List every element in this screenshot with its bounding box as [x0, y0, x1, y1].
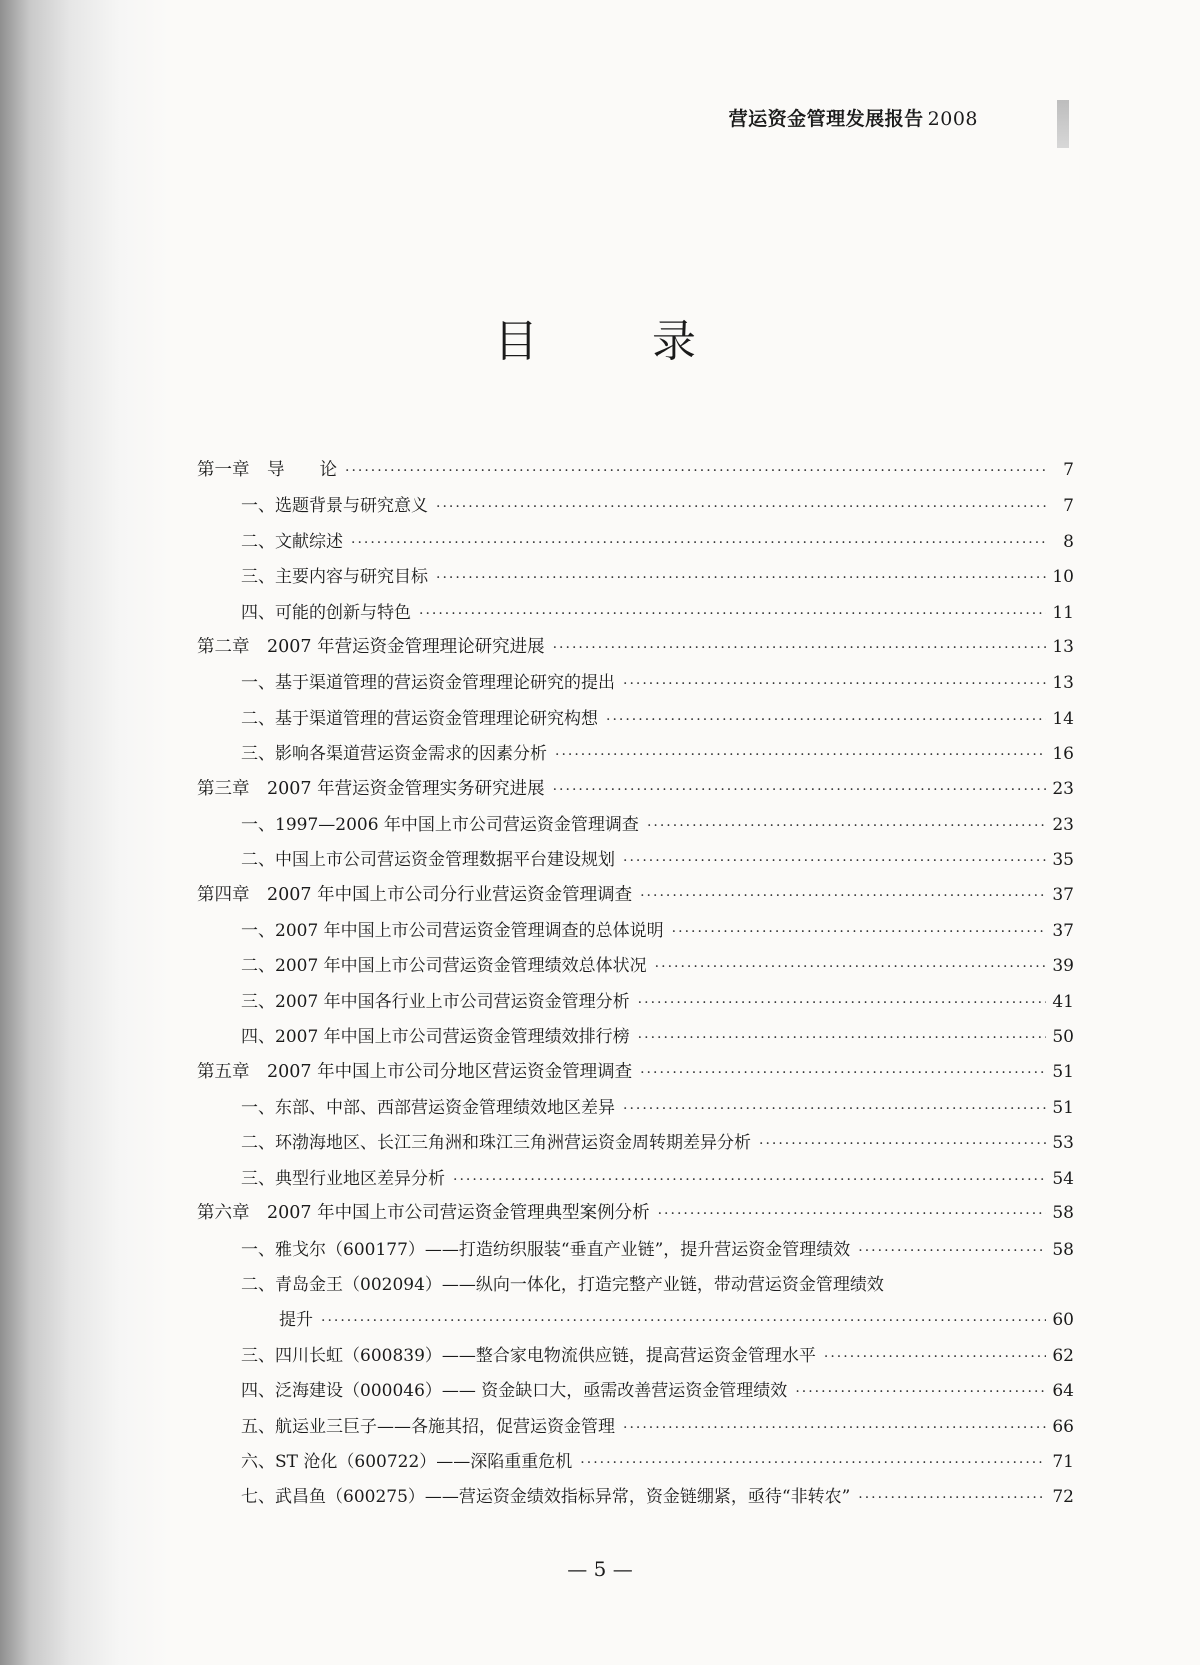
toc-entry-page: 7 [1063, 460, 1074, 480]
toc-entry-page: 60 [1052, 1310, 1074, 1331]
toc-entry-page: 35 [1052, 850, 1074, 871]
dot-leader [436, 570, 1046, 586]
toc-entry-chapter-1[interactable] [197, 456, 1074, 491]
toc-entry-title: 二、基于渠道管理的营运资金管理理论研究构想 [241, 708, 598, 729]
toc-entry-title: 三、四川长虹（600839）——整合家电物流供应链，提高营运资金管理水平 [241, 1345, 816, 1366]
toc-entry-title: 三、影响各渠道营运资金需求的因素分析 [241, 744, 547, 765]
toc-entry-page: 58 [1052, 1239, 1074, 1260]
header-edge-bar [1057, 100, 1069, 148]
toc-entry-title: 三、2007 年中国各行业上市公司营运资金管理分析 [241, 991, 630, 1012]
toc-entry-chapter-5[interactable] [197, 1058, 1074, 1093]
toc-entry-page: 37 [1052, 921, 1074, 942]
toc-entry[interactable] [197, 1093, 1074, 1128]
toc-entry-title: 第五章 2007 年中国上市公司分地区营运资金管理调查 [197, 1061, 633, 1082]
toc-entry-title: 一、东部、中部、西部营运资金管理绩效地区差异 [241, 1098, 615, 1119]
dot-leader [638, 1030, 1046, 1046]
table-of-contents [197, 456, 1074, 1518]
toc-entry-title: 二、环渤海地区、长江三角洲和珠江三角洲营运资金周转期差异分析 [241, 1133, 751, 1154]
toc-entry-title: 四、泛海建设（000046）—— 资金缺口大，亟需改善营运资金管理绩效 [241, 1381, 788, 1402]
toc-entry[interactable] [197, 1376, 1074, 1411]
toc-entry-page: 66 [1052, 1416, 1074, 1437]
toc-entry-page: 13 [1052, 673, 1074, 694]
toc-entry-chapter-6[interactable] [197, 1199, 1074, 1234]
toc-entry[interactable] [197, 1235, 1074, 1270]
toc-entry-title: 一、选题背景与研究意义 [241, 496, 428, 517]
toc-title: 目 录 [494, 316, 746, 367]
toc-entry[interactable] [197, 562, 1074, 597]
toc-entry-page: 8 [1063, 531, 1074, 552]
dot-leader [321, 1313, 1046, 1329]
toc-entry-title: 一、基于渠道管理的营运资金管理理论研究的提出 [241, 673, 615, 694]
toc-entry-continuation[interactable] [197, 1305, 1074, 1340]
toc-entry-page: 53 [1052, 1133, 1074, 1154]
toc-entry-page: 14 [1052, 708, 1074, 729]
dot-leader [623, 1101, 1046, 1117]
dot-leader [759, 1136, 1046, 1152]
toc-entry-page: 23 [1052, 778, 1074, 799]
toc-entry-title: 第二章 2007 年营运资金管理理论研究进展 [197, 636, 545, 657]
toc-entry-page: 23 [1052, 814, 1074, 835]
dot-leader [555, 747, 1046, 763]
toc-entry-page: 39 [1052, 956, 1074, 977]
toc-entry-title: 二、2007 年中国上市公司营运资金管理绩效总体状况 [241, 956, 647, 977]
running-header-title: 营运资金管理发展报告 [728, 108, 924, 130]
toc-entry-page: 11 [1052, 602, 1074, 623]
dot-leader [824, 1349, 1046, 1365]
toc-entry-title: 一、1997—2006 年中国上市公司营运资金管理调查 [241, 814, 639, 835]
toc-entry-page: 51 [1052, 1061, 1074, 1082]
toc-entry-page: 13 [1052, 636, 1074, 657]
dot-leader [858, 1490, 1046, 1506]
toc-entry-page: 72 [1052, 1487, 1074, 1508]
toc-entry-page: 58 [1052, 1203, 1074, 1224]
toc-entry-title: 三、主要内容与研究目标 [241, 567, 428, 588]
dot-leader [345, 463, 1046, 479]
toc-entry[interactable] [197, 1412, 1074, 1447]
toc-entry-page: 7 [1063, 496, 1074, 517]
toc-entry-title: 四、可能的创新与特色 [241, 602, 411, 623]
toc-entry-chapter-3[interactable] [197, 775, 1074, 810]
toc-entry[interactable] [197, 598, 1074, 633]
dot-leader [623, 1420, 1046, 1436]
dot-leader [580, 1455, 1046, 1471]
binding-shadow [0, 0, 170, 1665]
toc-entry-page: 10 [1052, 567, 1074, 588]
toc-entry-title: 一、2007 年中国上市公司营运资金管理调查的总体说明 [241, 921, 664, 942]
toc-entry-title: 六、ST 沧化（600722）——深陷重重危机 [241, 1451, 573, 1472]
dot-leader [553, 782, 1046, 798]
dot-leader [647, 818, 1046, 834]
toc-entry-title: 第三章 2007 年营运资金管理实务研究进展 [197, 778, 545, 799]
toc-entry-title: 第一章 导 论 [197, 460, 337, 480]
toc-entry[interactable] [197, 527, 1074, 562]
dot-leader [672, 924, 1046, 940]
toc-entry-chapter-4[interactable] [197, 881, 1074, 916]
toc-entry-page: 37 [1052, 884, 1074, 905]
toc-entry[interactable] [197, 668, 1074, 703]
dot-leader [858, 1243, 1046, 1259]
toc-entry-page: 16 [1052, 744, 1074, 765]
toc-entry-page: 54 [1052, 1168, 1074, 1189]
toc-entry-title: 第四章 2007 年中国上市公司分行业营运资金管理调查 [197, 884, 633, 905]
toc-entry[interactable] [197, 810, 1074, 845]
toc-entry-title: 二、文献综述 [241, 531, 343, 552]
toc-entry-title: 三、典型行业地区差异分析 [241, 1168, 445, 1189]
dot-leader [553, 640, 1046, 656]
running-header-year: 2008 [927, 108, 978, 130]
dot-leader [658, 1206, 1046, 1222]
toc-entry-chapter-2[interactable] [197, 633, 1074, 668]
toc-entry[interactable] [197, 1022, 1074, 1057]
toc-entry-title: 七、武昌鱼（600275）——营运资金绩效指标异常，资金链绷紧，亟待“非转农” [241, 1487, 851, 1508]
toc-entry[interactable] [197, 704, 1074, 739]
toc-entry[interactable] [197, 1482, 1074, 1517]
page-number: — 5 — [567, 1557, 633, 1581]
toc-entry-title: 四、2007 年中国上市公司营运资金管理绩效排行榜 [241, 1027, 630, 1048]
dot-leader [655, 959, 1046, 975]
toc-entry[interactable] [197, 916, 1074, 951]
dot-leader [351, 535, 1046, 551]
dot-leader [453, 1172, 1046, 1188]
toc-entry[interactable] [197, 1270, 1074, 1305]
toc-entry-title: 一、雅戈尔（600177）——打造纺织服装“垂直产业链”，提升营运资金管理绩效 [241, 1239, 851, 1260]
running-header [729, 104, 978, 131]
toc-entry[interactable] [197, 987, 1074, 1022]
dot-leader [640, 1065, 1046, 1081]
toc-entry-page: 71 [1052, 1451, 1074, 1472]
toc-entry[interactable] [197, 1341, 1074, 1376]
dot-leader [419, 606, 1046, 622]
toc-entry[interactable] [197, 491, 1074, 526]
dot-leader [436, 499, 1046, 515]
dot-leader [640, 888, 1046, 904]
dot-leader [606, 712, 1046, 728]
toc-entry-page: 64 [1052, 1381, 1074, 1402]
toc-entry[interactable] [197, 1447, 1074, 1482]
toc-entry-title: 提升 [279, 1310, 313, 1331]
dot-leader [623, 853, 1046, 869]
toc-entry-page: 50 [1052, 1027, 1074, 1048]
toc-entry[interactable] [197, 1128, 1074, 1163]
toc-entry-title: 二、青岛金王（002094）——纵向一体化，打造完整产业链，带动营运资金管理绩效 [241, 1274, 884, 1295]
toc-entry[interactable] [197, 951, 1074, 986]
toc-entry[interactable] [197, 739, 1074, 774]
toc-entry-title: 二、中国上市公司营运资金管理数据平台建设规划 [241, 850, 615, 871]
toc-entry[interactable] [197, 1164, 1074, 1199]
toc-entry-title: 第六章 2007 年中国上市公司营运资金管理典型案例分析 [197, 1203, 650, 1224]
dot-leader [638, 995, 1046, 1011]
toc-entry[interactable] [197, 845, 1074, 880]
dot-leader [795, 1384, 1046, 1400]
toc-entry-page: 62 [1052, 1345, 1074, 1366]
toc-entry-page: 51 [1052, 1098, 1074, 1119]
dot-leader [623, 676, 1046, 692]
toc-entry-page: 41 [1052, 991, 1074, 1012]
toc-entry-title: 五、航运业三巨子——各施其招，促营运资金管理 [241, 1416, 615, 1437]
